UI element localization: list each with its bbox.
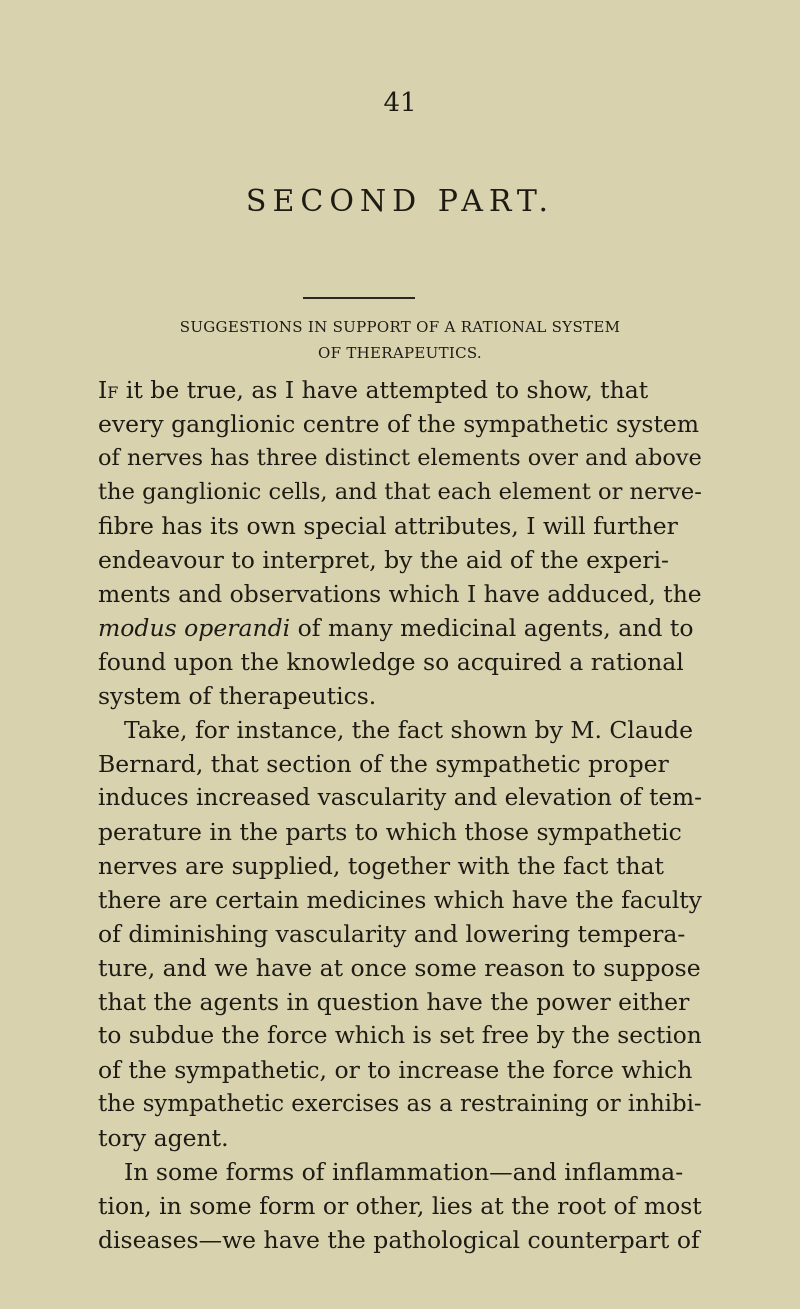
text-line: Bernard, that section of the sympathetic proper xyxy=(98,750,669,778)
text-line: of diminishing vascularity and lowering tempera- xyxy=(98,920,686,948)
drop-word: If xyxy=(98,376,119,404)
text-line: induces increased vascularity and elevation of tem- xyxy=(98,785,702,811)
text-line: tory agent. xyxy=(98,1124,229,1152)
text-line: endeavour to interpret, by the aid of the experi- xyxy=(98,546,669,574)
subtitle-line-2: OF THERAPEUTICS. xyxy=(317,344,483,362)
text-line: found upon the knowledge so acquired a rational xyxy=(98,648,684,676)
text-line: Take, for instance, the fact shown by M. Claude xyxy=(124,716,693,744)
text-line: ture, and we have at once some reason to suppose xyxy=(98,954,701,982)
text-line: nerves are supplied, together with the fact that xyxy=(98,852,664,880)
text-line: the ganglionic cells, and that each element or nerve- xyxy=(98,479,702,505)
text-line: there are certain medicines which have the faculty xyxy=(98,886,702,914)
text-fragment: of many medicinal agents, and to xyxy=(290,614,694,642)
text-line: the sympathetic exercises as a restraining or inhibi- xyxy=(98,1091,702,1117)
subtitle-line-1: SUGGESTIONS IN SUPPORT OF A RATIONAL SYSTEM xyxy=(179,318,621,336)
page-number: 41 xyxy=(383,88,417,118)
italic-phrase: modus operandi xyxy=(98,614,291,642)
text-line: of the sympathetic, or to increase the force which xyxy=(98,1056,693,1084)
text-line: tion, in some form or other, lies at the root of most xyxy=(98,1192,702,1220)
text-line: In some forms of inflammation—and inflamma- xyxy=(124,1158,684,1186)
text-line xyxy=(98,373,698,407)
text-fragment: it be true, as I have attempted to show, that xyxy=(118,376,649,404)
text-line: every ganglionic centre of the sympathetic system xyxy=(98,410,700,438)
text-line: that the agents in question have the power either xyxy=(98,988,690,1016)
text-line: perature in the parts to which those sympathetic xyxy=(98,818,682,846)
part-title: SECOND PART. xyxy=(245,184,555,219)
body-text xyxy=(98,373,702,1257)
text-line: fibre has its own special attributes, I will further xyxy=(98,512,678,540)
text-line: ments and observations which I have adduced, the xyxy=(98,580,702,608)
text-line xyxy=(98,611,698,645)
text-line: system of therapeutics. xyxy=(98,682,377,710)
text-line: of nerves has three distinct elements over and above xyxy=(98,445,702,471)
text-line: to subdue the force which is set free by the section xyxy=(98,1022,702,1049)
text-line: diseases—we have the pathological counterpart of xyxy=(98,1226,700,1254)
title-rule xyxy=(303,297,415,299)
